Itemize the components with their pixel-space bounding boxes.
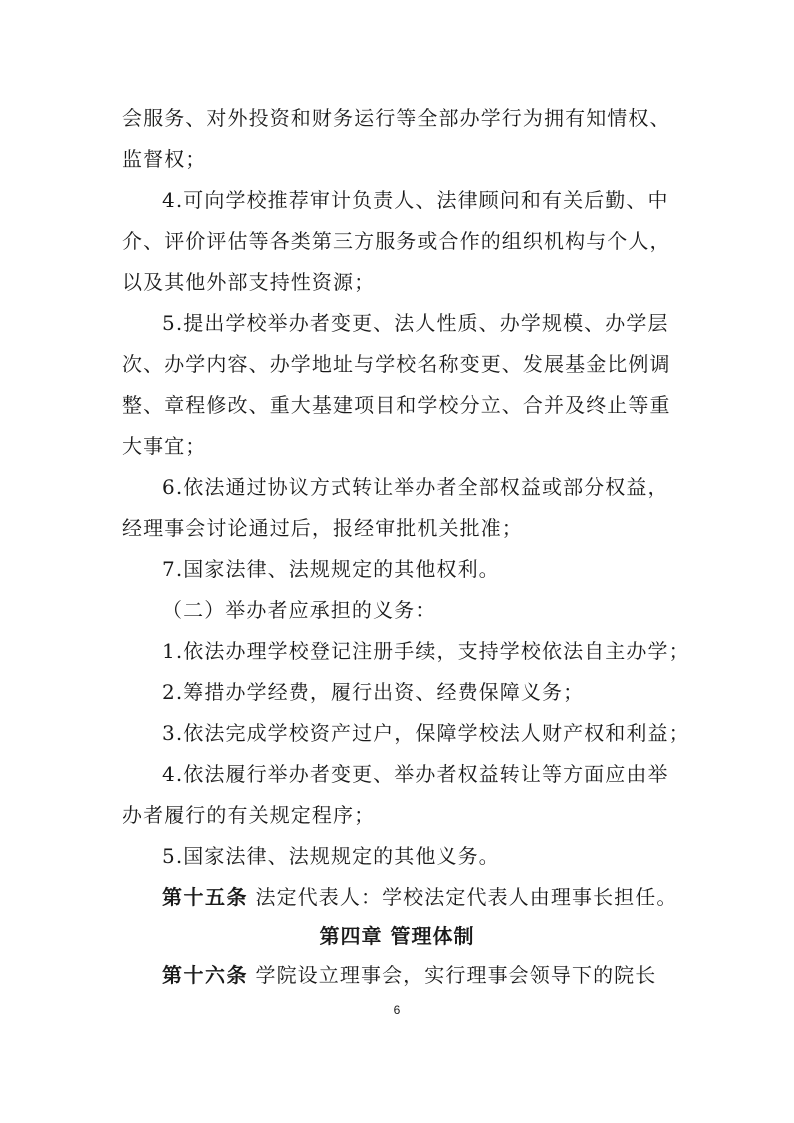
text-line: 会服务、对外投资和财务运行等全部办学行为拥有知情权、 [122, 106, 671, 130]
article-text: 法定代表人：学校法定代表人由理事长担任。 [255, 885, 678, 909]
section-heading: （二）举办者应承担的义务： [162, 598, 437, 622]
text-line: 次、办学内容、办学地址与学校名称变更、发展基金比例调 [122, 352, 671, 376]
chapter-heading: 第四章 管理体制 [319, 924, 475, 948]
page-number: 6 [393, 1003, 401, 1017]
text-line: 4.依法履行举办者变更、举办者权益转让等方面应由举 [162, 762, 669, 786]
text-line: 4.可向学校推荐审计负责人、法律顾问和有关后勤、中 [162, 188, 669, 212]
text-line: 1.依法办理学校登记注册手续，支持学校依法自主办学； [162, 639, 690, 663]
article-label: 第十五条 [162, 885, 248, 909]
text-line: 大事宜； [122, 434, 207, 458]
text-line: 5.国家法律、法规规定的其他义务。 [162, 844, 500, 868]
article-text: 学院设立理事会，实行理事会领导下的院长 [255, 963, 657, 987]
text-line: 整、章程修改、重大基建项目和学校分立、合并及终止等重 [122, 393, 671, 417]
text-line: 经理事会讨论通过后，报经审批机关批准； [122, 516, 523, 540]
text-line: 6.依法通过协议方式转让举办者全部权益或部分权益， [162, 475, 669, 499]
text-line: 介、评价评估等各类第三方服务或合作的组织机构与个人， [122, 229, 671, 253]
text-line: 以及其他外部支持性资源； [122, 270, 376, 294]
text-line: 7.国家法律、法规规定的其他权利。 [162, 557, 500, 581]
text-line: 3.依法完成学校资产过户，保障学校法人财产权和利益； [162, 721, 690, 745]
text-line: 5.提出学校举办者变更、法人性质、办学规模、办学层 [162, 311, 669, 335]
text-line: 办者履行的有关规定程序； [122, 803, 376, 827]
text-line: 监督权； [122, 147, 207, 171]
article-15 [162, 883, 682, 911]
article-label: 第十六条 [162, 963, 248, 987]
article-16 [162, 961, 682, 989]
text-line: 2.筹措办学经费，履行出资、经费保障义务； [162, 680, 585, 704]
